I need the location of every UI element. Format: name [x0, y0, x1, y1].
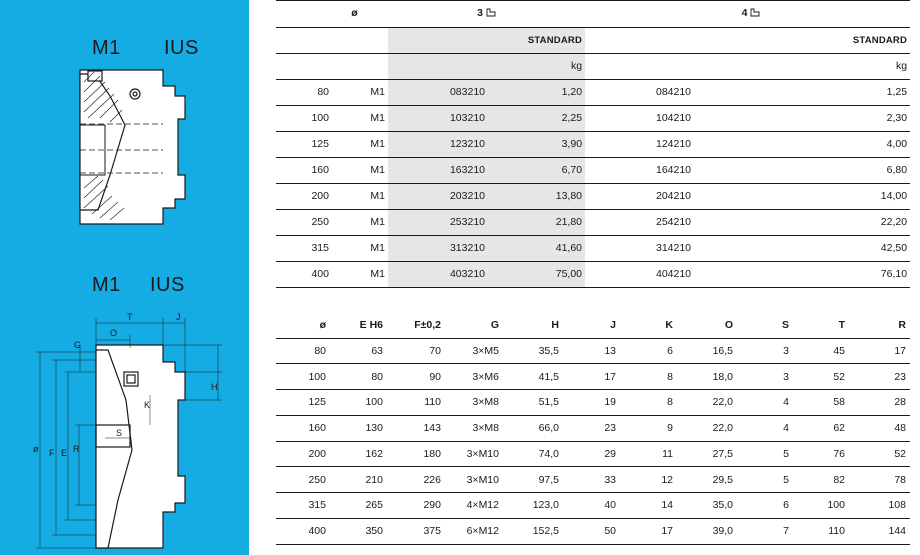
mount-cell: M1: [332, 235, 388, 261]
table-cell: 74,0: [503, 441, 563, 467]
dim-r-label: R: [73, 444, 80, 454]
table-cell: 123,0: [503, 493, 563, 519]
weight-3-jaw-cell: 41,60: [488, 235, 585, 261]
code-3-jaw-cell: 403210: [388, 261, 488, 287]
weight-4-jaw-cell: 4,00: [796, 131, 910, 157]
label-top-m1: M1: [92, 37, 121, 59]
dim-h-label: H: [211, 382, 218, 392]
standard-row: [276, 27, 910, 53]
table-cell: 110: [793, 518, 849, 544]
table-cell: 23: [849, 364, 910, 390]
table-cell: 250: [276, 467, 330, 493]
table-cell: 9: [620, 415, 677, 441]
table-cell: 8: [620, 364, 677, 390]
column-header: R: [849, 313, 910, 338]
code-4-jaw-cell: 084210: [585, 79, 694, 105]
table-cell: 4: [737, 415, 793, 441]
table-cell: 350: [330, 518, 387, 544]
table-cell: 13: [563, 338, 620, 364]
dim-o-label: O: [110, 328, 118, 338]
group-3-jaw: [388, 0, 585, 27]
table-cell: 50: [563, 518, 620, 544]
code-3-jaw-cell: 313210: [388, 235, 488, 261]
table-cell: 19: [563, 390, 620, 416]
table-cell: 82: [793, 467, 849, 493]
table-cell: 17: [849, 338, 910, 364]
column-header: F±0,2: [387, 313, 445, 338]
weight-3-jaw-cell: 6,70: [488, 157, 585, 183]
weight-3-jaw-cell: 21,80: [488, 209, 585, 235]
weight-4-jaw-cell: 2,30: [796, 105, 910, 131]
table-row: [276, 338, 910, 364]
dimension-table-header: [276, 313, 910, 338]
table-cell: 23: [563, 415, 620, 441]
table-cell: 375: [387, 518, 445, 544]
column-header: H: [503, 313, 563, 338]
table-cell: 4×M12: [445, 493, 503, 519]
table-row: [276, 209, 910, 235]
table-cell: 152,5: [503, 518, 563, 544]
table-cell: 315: [276, 493, 330, 519]
column-header: J: [563, 313, 620, 338]
table-cell: 3: [737, 338, 793, 364]
weight-4-jaw-cell: 22,20: [796, 209, 910, 235]
dimension-table: [276, 313, 910, 545]
mount-cell: M1: [332, 105, 388, 131]
spacer-cell: [694, 235, 796, 261]
group-4-jaw: [585, 0, 910, 27]
code-3-jaw-cell: 163210: [388, 157, 488, 183]
table-cell: 3×M10: [445, 467, 503, 493]
table-cell: 3×M8: [445, 390, 503, 416]
table-cell: 17: [563, 364, 620, 390]
table-cell: 63: [330, 338, 387, 364]
weight-3-jaw-cell: 75,00: [488, 261, 585, 287]
table-cell: 210: [330, 467, 387, 493]
table-cell: 290: [387, 493, 445, 519]
label-top-ius: IUS: [164, 37, 199, 59]
table-cell: 108: [849, 493, 910, 519]
table-cell: 35,0: [677, 493, 737, 519]
table-cell: 100: [330, 390, 387, 416]
diameter-cell: 315: [276, 235, 332, 261]
table-row: [276, 364, 910, 390]
table-cell: 5: [737, 467, 793, 493]
table-row: [276, 235, 910, 261]
code-4-jaw-cell: 104210: [585, 105, 694, 131]
table-cell: 22,0: [677, 415, 737, 441]
table-cell: 6: [620, 338, 677, 364]
table-cell: 100: [793, 493, 849, 519]
table-cell: 265: [330, 493, 387, 519]
table-cell: 52: [793, 364, 849, 390]
label-bottom-m1: M1: [92, 274, 121, 296]
table-row: [276, 415, 910, 441]
mount-cell: M1: [332, 157, 388, 183]
spacer-cell: [694, 209, 796, 235]
weight-4-jaw-cell: 1,25: [796, 79, 910, 105]
table-cell: 6×M12: [445, 518, 503, 544]
table-cell: 160: [276, 415, 330, 441]
dim-f-label: F: [49, 448, 55, 458]
table-cell: 29: [563, 441, 620, 467]
group-4-label: 4: [741, 7, 748, 20]
code-4-jaw-cell: 314210: [585, 235, 694, 261]
table-cell: 28: [849, 390, 910, 416]
dim-e-label: E: [61, 448, 68, 458]
table-row: [276, 390, 910, 416]
code-4-jaw-cell: 204210: [585, 183, 694, 209]
column-header: G: [445, 313, 503, 338]
table-cell: 80: [276, 338, 330, 364]
table-cell: 48: [849, 415, 910, 441]
table-cell: 41,5: [503, 364, 563, 390]
table-cell: 66,0: [503, 415, 563, 441]
kg-label-3: kg: [488, 53, 585, 79]
weight-3-jaw-cell: 1,20: [488, 79, 585, 105]
table-cell: 6: [737, 493, 793, 519]
table-cell: 110: [387, 390, 445, 416]
diameter-cell: 400: [276, 261, 332, 287]
table-cell: 17: [620, 518, 677, 544]
table-row: [276, 493, 910, 519]
column-header: S: [737, 313, 793, 338]
table-cell: 226: [387, 467, 445, 493]
dim-j-label: J: [176, 312, 181, 322]
weight-3-jaw-cell: 13,80: [488, 183, 585, 209]
table-cell: 29,5: [677, 467, 737, 493]
jaw-count-icon: [486, 8, 496, 17]
table-row: [276, 79, 910, 105]
mount-cell: M1: [332, 261, 388, 287]
spacer-cell: [694, 183, 796, 209]
jaw-count-icon: [750, 8, 760, 17]
mount-cell: M1: [332, 209, 388, 235]
table-cell: 180: [387, 441, 445, 467]
table-cell: 3×M10: [445, 441, 503, 467]
table-cell: 52: [849, 441, 910, 467]
table-cell: 143: [387, 415, 445, 441]
diameter-cell: 125: [276, 131, 332, 157]
kg-label-4: kg: [796, 53, 910, 79]
mount-cell: M1: [332, 79, 388, 105]
table-cell: 14: [620, 493, 677, 519]
table-cell: 40: [563, 493, 620, 519]
weight-4-jaw-cell: 6,80: [796, 157, 910, 183]
weight-3-jaw-cell: 3,90: [488, 131, 585, 157]
table-cell: 8: [620, 390, 677, 416]
table-row: [276, 261, 910, 287]
table-cell: 27,5: [677, 441, 737, 467]
table-cell: 125: [276, 390, 330, 416]
table-row: [276, 105, 910, 131]
table-cell: 80: [330, 364, 387, 390]
col-diameter: ø: [276, 0, 388, 27]
table-cell: 5: [737, 441, 793, 467]
column-header: E H6: [330, 313, 387, 338]
table-cell: 12: [620, 467, 677, 493]
code-4-jaw-cell: 254210: [585, 209, 694, 235]
dim-k-label: K: [144, 400, 151, 410]
table-cell: 162: [330, 441, 387, 467]
column-header: K: [620, 313, 677, 338]
diameter-cell: 80: [276, 79, 332, 105]
weight-4-jaw-cell: 14,00: [796, 183, 910, 209]
table-cell: 144: [849, 518, 910, 544]
spacer-cell: [694, 105, 796, 131]
table-cell: 76: [793, 441, 849, 467]
spacer-cell: [694, 261, 796, 287]
table-cell: 39,0: [677, 518, 737, 544]
mount-cell: M1: [332, 183, 388, 209]
weight-4-jaw-cell: 42,50: [796, 235, 910, 261]
code-3-jaw-cell: 123210: [388, 131, 488, 157]
diameter-cell: 250: [276, 209, 332, 235]
table-row: [276, 183, 910, 209]
table-cell: 3×M8: [445, 415, 503, 441]
chuck-drawing-top: [0, 0, 249, 555]
code-3-jaw-cell: 103210: [388, 105, 488, 131]
spacer-cell: [694, 79, 796, 105]
code-3-jaw-cell: 083210: [388, 79, 488, 105]
order-table: [276, 0, 910, 288]
group-3-label: 3: [477, 7, 483, 20]
weight-3-jaw-cell: 2,25: [488, 105, 585, 131]
table-cell: 130: [330, 415, 387, 441]
unit-row: [276, 53, 910, 79]
table-cell: 7: [737, 518, 793, 544]
table-cell: 35,5: [503, 338, 563, 364]
label-bottom-ius: IUS: [150, 274, 185, 296]
table-row: [276, 518, 910, 544]
table-cell: 22,0: [677, 390, 737, 416]
spacer-cell: [694, 157, 796, 183]
table-cell: 62: [793, 415, 849, 441]
table-cell: 58: [793, 390, 849, 416]
dim-s-label: S: [116, 428, 123, 438]
standard-label-3: STANDARD: [488, 27, 585, 53]
code-4-jaw-cell: 404210: [585, 261, 694, 287]
table-cell: 33: [563, 467, 620, 493]
diameter-cell: 200: [276, 183, 332, 209]
dim-dia-label: ø: [33, 444, 39, 454]
table-cell: 3: [737, 364, 793, 390]
mount-cell: M1: [332, 131, 388, 157]
table-cell: 70: [387, 338, 445, 364]
table-cell: 78: [849, 467, 910, 493]
column-header: O: [677, 313, 737, 338]
table-cell: 11: [620, 441, 677, 467]
table-cell: 100: [276, 364, 330, 390]
table-row: [276, 157, 910, 183]
table-cell: 90: [387, 364, 445, 390]
spacer-cell: [694, 131, 796, 157]
table-cell: 51,5: [503, 390, 563, 416]
table-cell: 400: [276, 518, 330, 544]
table-cell: 4: [737, 390, 793, 416]
diameter-cell: 160: [276, 157, 332, 183]
diameter-cell: 100: [276, 105, 332, 131]
table-cell: 3×M5: [445, 338, 503, 364]
table-row: [276, 467, 910, 493]
weight-4-jaw-cell: 76,10: [796, 261, 910, 287]
column-header: ø: [276, 313, 330, 338]
table-cell: 200: [276, 441, 330, 467]
order-table-header: [276, 0, 910, 27]
code-3-jaw-cell: 203210: [388, 183, 488, 209]
standard-label-4: STANDARD: [796, 27, 910, 53]
dim-g-label: G: [74, 340, 82, 350]
table-row: [276, 131, 910, 157]
table-cell: 18,0: [677, 364, 737, 390]
table-cell: 97,5: [503, 467, 563, 493]
table-cell: 3×M6: [445, 364, 503, 390]
table-row: [276, 441, 910, 467]
dim-t-label: T: [127, 312, 133, 322]
code-4-jaw-cell: 124210: [585, 131, 694, 157]
table-cell: 16,5: [677, 338, 737, 364]
table-cell: 45: [793, 338, 849, 364]
column-header: T: [793, 313, 849, 338]
code-4-jaw-cell: 164210: [585, 157, 694, 183]
code-3-jaw-cell: 253210: [388, 209, 488, 235]
